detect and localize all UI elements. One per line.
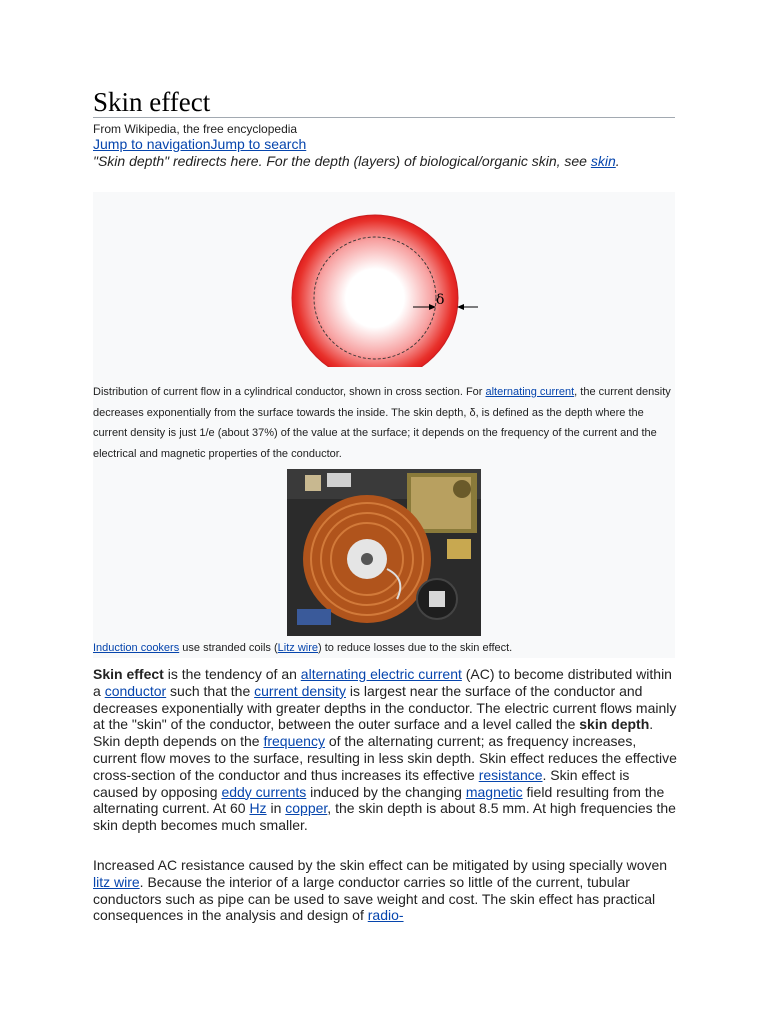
frequency-link[interactable]: frequency: [263, 733, 325, 750]
skin-link[interactable]: skin: [590, 153, 616, 169]
resistance-link[interactable]: resistance: [478, 766, 543, 783]
figure-induction-cooker: [93, 464, 675, 658]
alternating-current-link[interactable]: alternating current: [485, 386, 575, 398]
figure-skin-depth: [93, 192, 675, 464]
page-title: Skin effect: [93, 87, 211, 117]
radio-link[interactable]: radio-: [367, 907, 404, 924]
magnetic-link[interactable]: magnetic: [465, 783, 523, 800]
skin-depth-diagram[interactable]: [283, 212, 483, 367]
induction-cooker-photo[interactable]: [287, 469, 481, 636]
litz-wire-body-link[interactable]: litz wire: [93, 873, 140, 890]
site-tagline: From Wikipedia, the free encyclopedia: [93, 122, 298, 136]
conductor-link[interactable]: conductor: [104, 682, 167, 699]
title-divider: [93, 117, 675, 118]
figure-caption-1: Distribution of current flow in a cylindrical conductor, shown in cross section. For alternating current, the current density decreases exponentially from the surface towards the inside. The skin depth, δ, is defined as the depth where the current density is just 1/e (about 37%) of the value at the surface; it depends on the frequency of the current and the electrical and magnetic properties of the conductor.: [93, 386, 671, 460]
litz-wire-link[interactable]: Litz wire: [277, 642, 318, 654]
copper-link[interactable]: copper: [285, 800, 328, 817]
jump-to-navigation-link[interactable]: Jump to navigation: [93, 136, 211, 152]
eddy-currents-link[interactable]: eddy currents: [221, 783, 307, 800]
conductor-cross-section: [292, 215, 458, 367]
jump-links: [93, 136, 306, 152]
induction-cookers-link[interactable]: Induction cookers: [93, 642, 180, 654]
hatnote: "Skin depth" redirects here. For the depth (layers) of biological/organic skin, see skin.: [93, 153, 620, 169]
alternating-electric-current-link[interactable]: alternating electric current: [300, 666, 462, 682]
jump-to-search-link[interactable]: Jump to search: [210, 136, 307, 152]
delta-label: δ: [436, 292, 445, 308]
current-density-link[interactable]: current density: [254, 682, 346, 699]
paragraph-2: Increased AC resistance caused by the skin effect can be mitigated by using specially woven litz wire. Because the interior of a large conductor carries so little of the current, tubular conductors such as pipe can be used to save weight and cost. The skin effect has practical consequences in the analysis and design of radio-: [93, 857, 668, 924]
figure-caption-2: Induction cookers use stranded coils (Litz wire) to reduce losses due to the skin effect.: [93, 642, 513, 654]
hz-link[interactable]: Hz: [249, 800, 267, 817]
paragraph-1: Skin effect is the tendency of an alternating electric current (AC) to become distributed within a conductor such that the current density is largest near the surface of the conductor and decreases exponentially with greater depths in the conductor. The electric current flows mainly at the "skin" of the conductor, between the outer surface and a level called the skin depth. Skin depth depends on the frequency of the alternating current; as frequency increases, current flow moves to the surface, resulting in less skin depth. Skin effect reduces the effective cross-section of the conductor and thus increases its effective resistance. Skin effect is caused by opposing eddy currents induced by the changing magnetic field resulting from the alternating current. At 60 Hz in copper, the skin depth is about 8.5 mm. At high frequencies the skin depth becomes much smaller.: [93, 666, 677, 834]
